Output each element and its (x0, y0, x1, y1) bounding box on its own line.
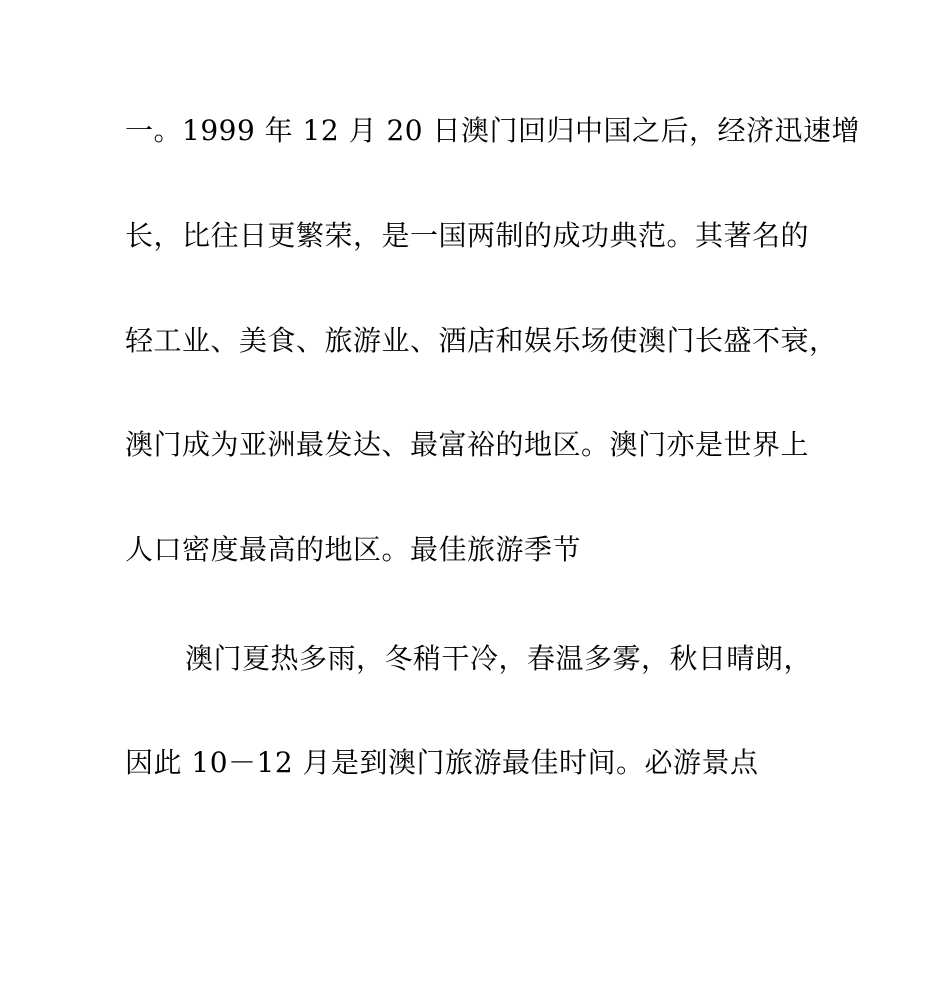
paragraph-line-6: 澳门夏热多雨，冬稍干冷，春温多雾，秋日晴朗， (185, 642, 813, 675)
paragraph-line-5: 人口密度最高的地区。最佳旅游季节 (125, 533, 582, 566)
paragraph-line-1: 一。1999 年 12 月 20 日澳门回归中国之后，经济迅速增 (125, 114, 861, 147)
paragraph-line-3: 轻工业、美食、旅游业、酒店和娱乐场使澳门长盛不衰， (125, 324, 838, 357)
paragraph-line-4: 澳门成为亚洲最发达、最富裕的地区。澳门亦是世界上 (125, 428, 810, 461)
paragraph-line-7: 因此 10－12 月是到澳门旅游最佳时间。必游景点 (125, 746, 759, 779)
paragraph-line-2: 长，比往日更繁荣，是一国两制的成功典范。其著名的 (125, 219, 810, 252)
